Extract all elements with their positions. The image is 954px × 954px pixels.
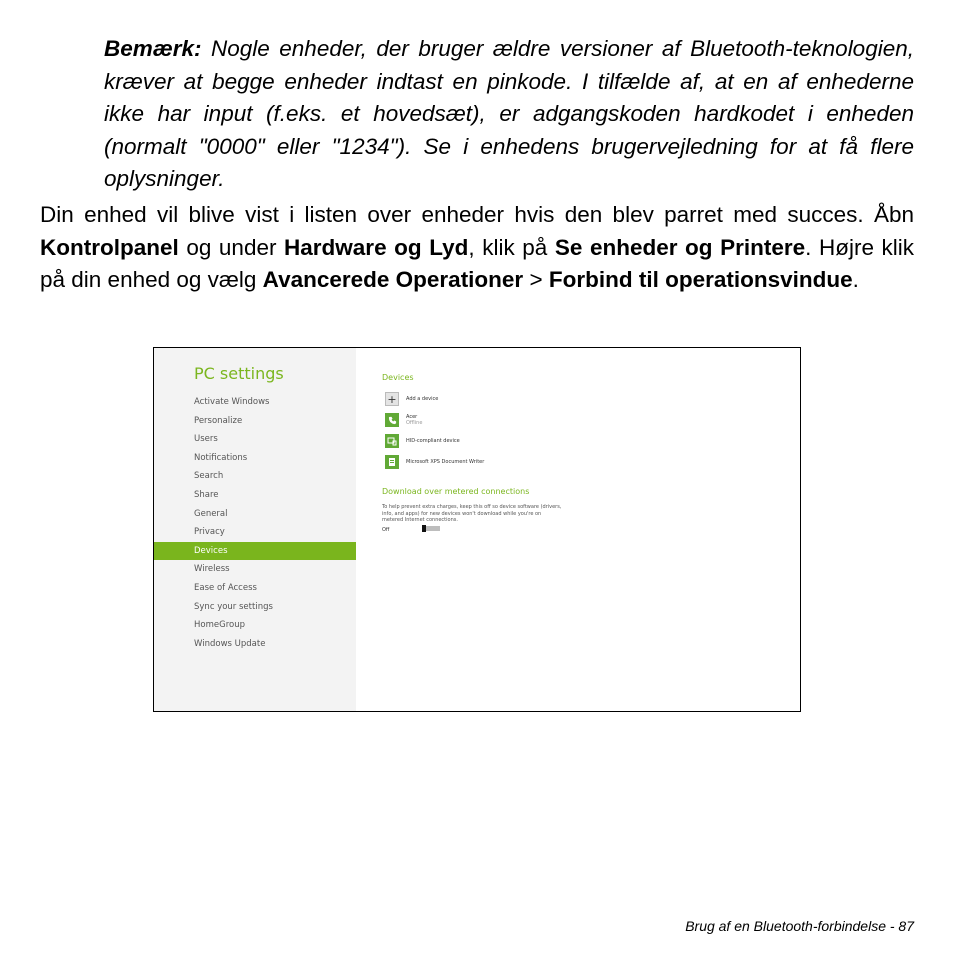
device-name: Acer [406, 414, 418, 420]
metered-heading: Download over metered connections [382, 487, 530, 496]
sidebar-item[interactable]: Search [194, 471, 224, 482]
phone-icon [385, 413, 399, 427]
note-text: Nogle enheder, der bruger ældre versioner af Bluetooth-teknologien, kræver at begge enheder indtast en pinkode. I tilfælde af, at en af enhederne ikke har input (f.eks. et hovedsæt), er adgangskoden hardkodet i enheden (normalt "0000" eller "1234"). Se i enhedens brugervejledning for at få flere oplysninger. [104, 36, 914, 192]
add-device-row[interactable] [385, 391, 438, 407]
para-bold-connect-window: Forbind til operationsvindue [548, 267, 853, 293]
sidebar-item[interactable]: HomeGroup [194, 620, 245, 631]
device-name: Microsoft XPS Document Writer [406, 459, 485, 465]
sidebar-item[interactable]: Share [194, 489, 219, 500]
printer-icon [385, 455, 399, 469]
metered-description: To help prevent extra charges, keep this off so device software (drivers, info, and apps) for new devices won't download while you're on metered Internet connections. [382, 504, 562, 523]
note-label: Bemærk: [104, 36, 202, 61]
plus-icon[interactable]: + [385, 392, 399, 406]
para-text-1: Din enhed vil blive vist i listen over enheder hvis den blev parret med succes. Åbn [40, 202, 914, 227]
device-row-hid[interactable] [385, 433, 460, 449]
sidebar-item[interactable]: Personalize [194, 415, 243, 426]
para-bold-devices-printers: Se enheder og Printere [554, 234, 806, 260]
para-text-6: . [852, 267, 859, 293]
settings-sidebar [154, 348, 356, 711]
device-name: HID-compliant device [406, 438, 460, 444]
device-status: Offline [406, 420, 423, 426]
para-text-5: > [523, 267, 549, 293]
devices-heading: Devices [382, 373, 414, 382]
devices-panel [382, 348, 782, 711]
para-text-2: og under [178, 234, 285, 260]
metered-toggle[interactable] [422, 526, 440, 531]
para-text-3: , klik på [468, 234, 555, 260]
para-bold-advanced-operations: Avancerede Operationer [262, 267, 524, 293]
sidebar-item[interactable]: Users [194, 434, 218, 445]
sidebar-item[interactable]: Wireless [194, 564, 230, 575]
sidebar-item[interactable]: Ease of Access [194, 582, 257, 593]
sidebar-item[interactable]: Privacy [194, 527, 225, 538]
device-item [406, 414, 422, 426]
instruction-paragraph [40, 199, 914, 297]
sidebar-item[interactable]: Notifications [194, 452, 248, 463]
device-row-xps[interactable] [385, 454, 484, 470]
para-bold-hardware: Hardware og Lyd [284, 234, 469, 260]
sidebar-item[interactable]: General [194, 508, 228, 519]
note-paragraph [104, 33, 914, 196]
toggle-label: Off [382, 527, 390, 533]
page-footer: Brug af en Bluetooth-forbindelse - 87 [685, 918, 914, 934]
sidebar-list [154, 393, 356, 653]
sidebar-item[interactable]: Activate Windows [194, 397, 270, 407]
pc-settings-screenshot [153, 347, 801, 712]
para-bold-kontrolpanel: Kontrolpanel [40, 234, 179, 260]
para-text-4: . Højre klik på din enhed og vælg [40, 234, 915, 293]
sidebar-item[interactable]: Sync your settings [194, 601, 273, 612]
toggle-knob[interactable] [422, 525, 426, 532]
device-icon [385, 434, 399, 448]
settings-title: PC settings [194, 364, 284, 383]
device-row-acer[interactable] [385, 412, 422, 428]
sidebar-item[interactable]: Devices [154, 542, 356, 561]
sidebar-item[interactable]: Windows Update [194, 638, 266, 649]
add-device-label: Add a device [406, 396, 439, 402]
